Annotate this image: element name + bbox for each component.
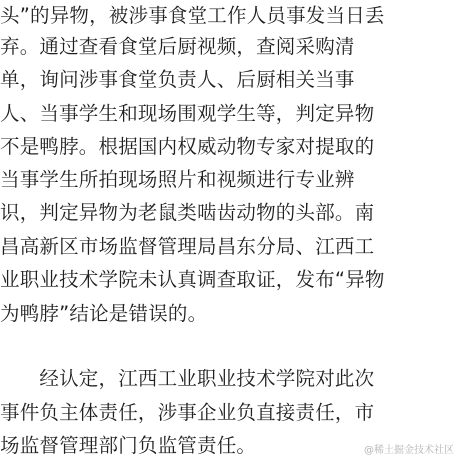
- text-line: 场监督管理部门负监管责任。: [0, 434, 257, 457]
- text-line: 当事学生所拍现场照片和视频进行专业辨: [0, 168, 355, 191]
- watermark: @稀土掘金技术社区: [364, 445, 454, 456]
- text-line: 单，询问涉事食堂负责人、后厨相关当事: [0, 68, 355, 91]
- text-line: 为鸭脖”结论是错误的。: [0, 302, 208, 325]
- text-line: 不是鸭脖。根据国内权威动物专家对提取的: [0, 135, 375, 158]
- text-line: 事件负主体责任，涉事企业负直接责任，市: [0, 401, 375, 424]
- text-line: 头”的异物，被涉事食堂工作人员事发当日丢: [0, 4, 385, 27]
- text-line: 识，判定异物为老鼠类啮齿动物的头部。南: [0, 201, 375, 224]
- text-line: 人、当事学生和现场围观学生等，判定异物: [0, 102, 375, 125]
- text-line: 业职业技术学院未认真调查取证，发布“异物: [0, 268, 385, 291]
- text-line: 经认定，江西工业职业技术学院对此次: [0, 367, 375, 390]
- text-line: 弃。通过查看食堂后厨视频，查阅采购清: [0, 35, 355, 58]
- text-line: 昌高新区市场监督管理局昌东分局、江西工: [0, 235, 375, 258]
